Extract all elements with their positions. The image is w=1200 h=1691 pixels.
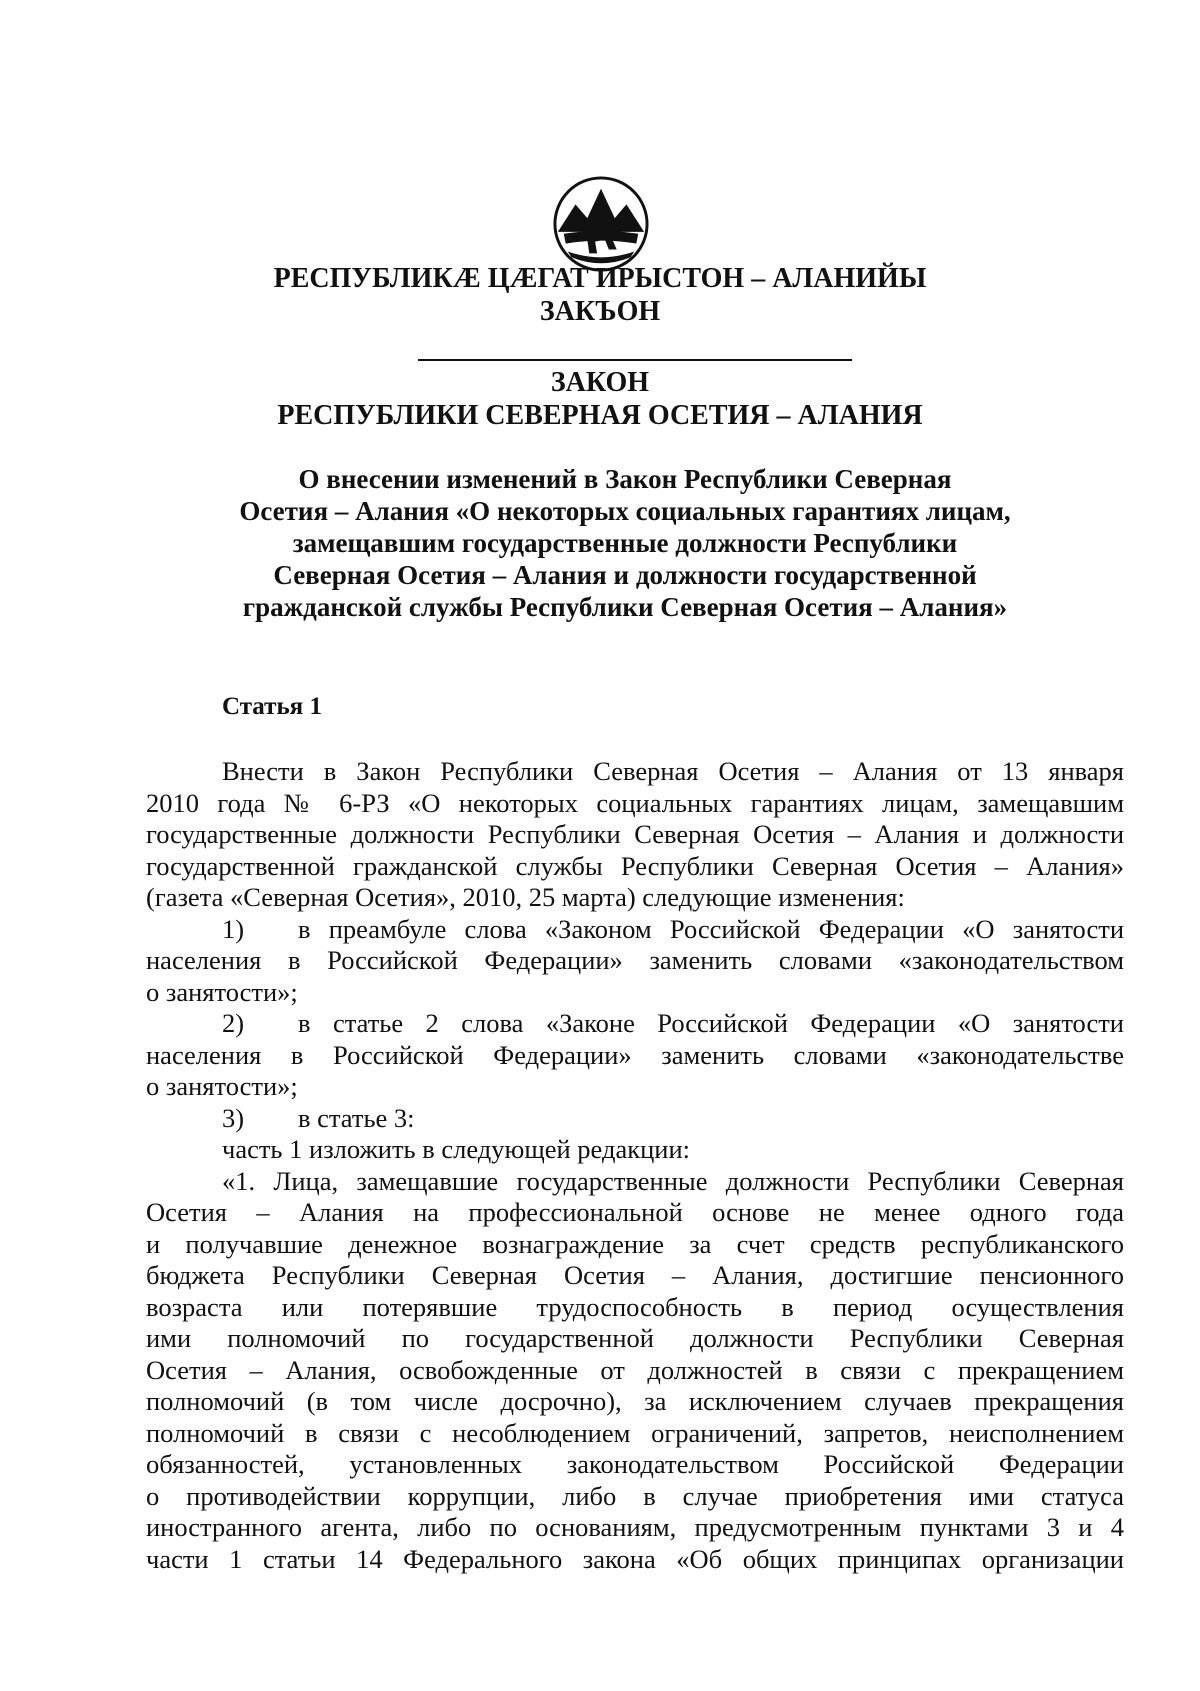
quote-line: обязанностей, установленных законодательством Российской Федерации [146, 1449, 1124, 1479]
quote-line: части 1 статьи 14 Федерального закона «Об общих принципах организации [146, 1543, 1124, 1574]
body-line: часть 1 изложить в следующей редакции: [222, 1134, 690, 1164]
item-text: в преамбуле слова «Законом Российской Федерации «О занятости [298, 913, 1124, 944]
quote-line: «1. Лица, замещавшие государственные должности Республики Северная [222, 1165, 1124, 1196]
body-line: населения в Российской Федерации» заменить словами «законодательством [146, 945, 1124, 975]
article-heading: Статья 1 [222, 693, 322, 720]
quote-line: полномочий (в том числе досрочно), за исключением случаев прекращения [146, 1386, 1124, 1416]
body-line: государственной гражданской службы Республики Северная Осетия – Алания» [146, 850, 1124, 881]
quote-line: возраста или потерявшие трудоспособность в период осуществления [146, 1291, 1124, 1322]
quote-line: полномочий в связи с несоблюдением ограничений, запретов, неисполнением [146, 1417, 1124, 1448]
law-title [210, 463, 1040, 623]
item-number: 3) [222, 1102, 245, 1133]
ossetian-law-heading: ЗАКЪОН [539, 296, 661, 327]
quote-line: бюджета Республики Северная Осетия – Алания, достигшие пенсионного [146, 1260, 1124, 1290]
quote-line: и получавшие денежное вознаграждение за счет средств республиканского [146, 1228, 1124, 1259]
title-line: О внесении изменений в Закон Республики Северная [298, 464, 952, 494]
title-line: Осетия – Алания «О некоторых социальных гарантиях лицам, [239, 496, 1011, 526]
item-text: в статье 3: [298, 1102, 415, 1133]
russian-republic-heading: РЕСПУБЛИКИ СЕВЕРНАЯ ОСЕТИЯ – АЛАНИЯ [277, 400, 923, 431]
item-text: в статье 2 слова «Законе Российской Федерации «О занятости [298, 1008, 1124, 1038]
article-body [146, 756, 1124, 1575]
quote-line: Осетия – Алания, освобожденные от должностей в связи с прекращением [146, 1354, 1124, 1385]
body-line: о занятости»; [146, 976, 298, 1007]
coat-of-arms-emblem [552, 175, 650, 273]
ossetian-republic-heading: РЕСПУБЛИКӔ ЦӔГАТ ИРЫСТОН – АЛАНИЙЫ [273, 263, 927, 294]
body-line: 2010 года № 6-РЗ «О некоторых социальных гарантиях лицам, замещавшим [146, 787, 1124, 818]
quote-line: о противодействии коррупции, либо в случае приобретения ими статуса [146, 1480, 1124, 1511]
header-divider [418, 359, 852, 361]
item-number: 2) [222, 1008, 245, 1038]
body-line: государственные должности Республики Северная Осетия – Алания и должности [146, 819, 1124, 849]
russian-law-heading: ЗАКОН [550, 367, 650, 398]
quote-line: Осетия – Алания на профессиональной основе не менее одного года [146, 1197, 1124, 1227]
body-line: о занятости»; [146, 1071, 298, 1101]
item-number: 1) [222, 913, 245, 944]
body-line: (газета «Северная Осетия», 2010, 25 марта) следующие изменения: [146, 882, 905, 912]
body-line: населения в Российской Федерации» заменить словами «законодательстве [146, 1039, 1124, 1070]
list-item-1 [146, 914, 1124, 946]
title-line: гражданской службы Республики Северная Осетия – Алания» [242, 592, 1008, 622]
quote-line: иностранного агента, либо по основаниям, предусмотренным пунктами 3 и 4 [146, 1512, 1124, 1542]
title-line: Северная Осетия – Алания и должности государственной [273, 560, 977, 590]
list-item-2 [146, 1008, 1124, 1040]
body-line: Внести в Закон Республики Северная Осетия – Алания от 13 января [222, 756, 1124, 786]
list-item-3 [146, 1103, 1124, 1135]
title-line: замещавшим государственные должности Республики [292, 528, 958, 558]
quote-line: ими полномочий по государственной должности Республики Северная [146, 1323, 1124, 1353]
